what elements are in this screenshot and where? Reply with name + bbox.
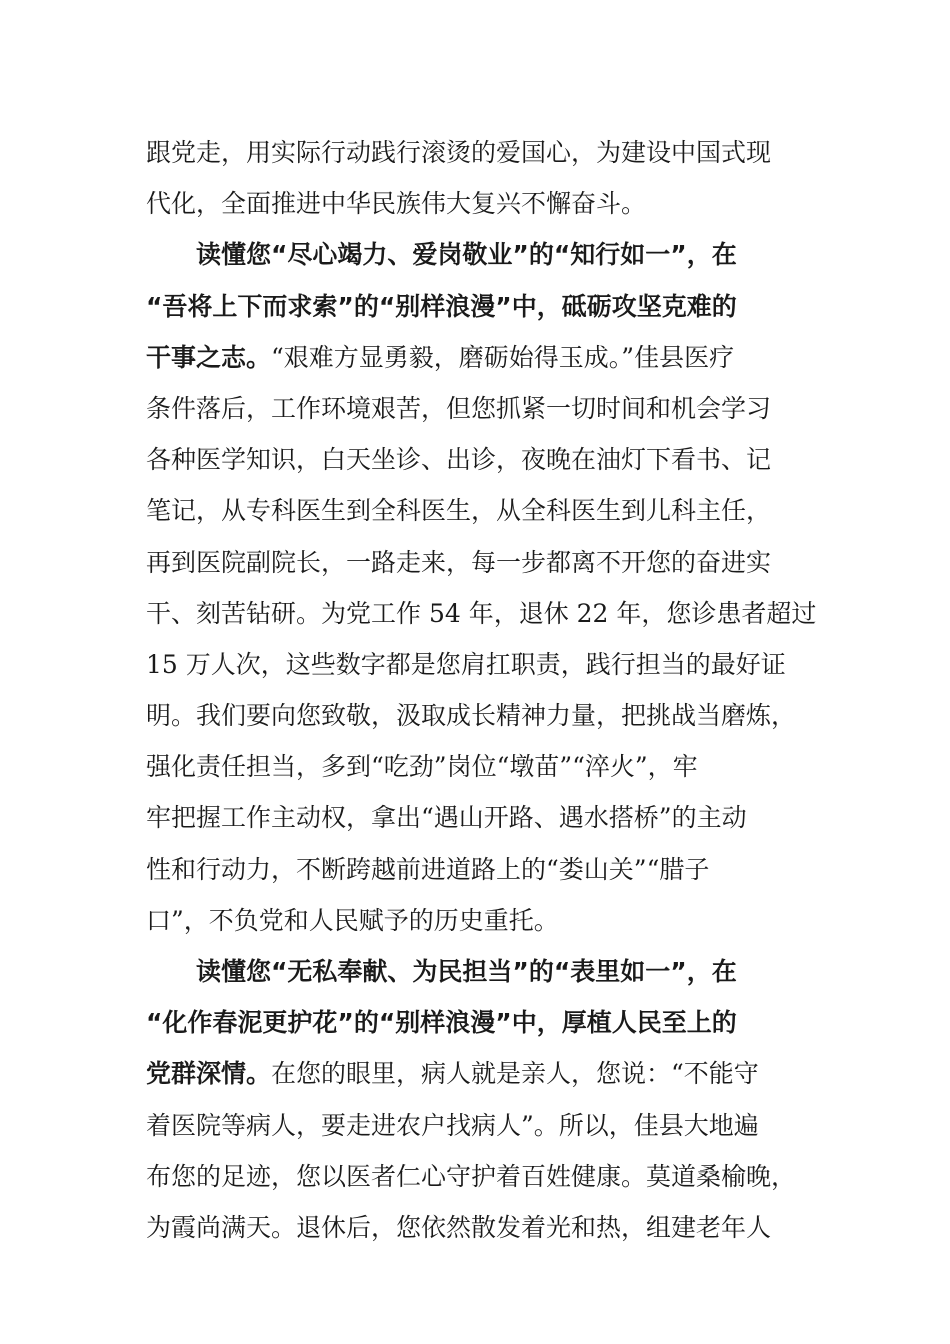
text-line (146, 1202, 806, 1253)
text-run: 跟党走，用实际行动践行滚烫的爱国心，为建设中国式现 (146, 138, 772, 167)
text-line (146, 946, 806, 997)
bold-text-run: “吾将上下而求索”的“别样浪漫”中，砥砺攻坚克难的 (146, 291, 737, 321)
text-line (146, 639, 806, 690)
bold-text-run: 读懂您“尽心竭力、爱岗敬业”的“知行如一”，在 (196, 240, 737, 270)
text-run: 强化责任担当，多到“吃劲”岗位“墩苗”“淬火”，牢 (146, 752, 698, 782)
text-line (146, 1100, 806, 1151)
text-run: “艰难方显勇毅，磨砺始得玉成。”佳县医疗 (271, 342, 735, 372)
text-line (146, 229, 806, 280)
text-run: 明。我们要向您致敬，汲取成长精神力量，把挑战当磨炼， (146, 701, 797, 731)
bold-text-run: 党群深情。 (146, 1059, 272, 1089)
text-run: 牢把握工作主动权，拿出“遇山开路、遇水搭桥”的主动 (146, 803, 747, 833)
text-run: 性和行动力，不断跨越前进道路上的“娄山关”“腊子 (146, 854, 710, 884)
text-run: 在您的眼里，病人就是亲人，您说：“不能守 (271, 1059, 759, 1089)
text-line (146, 383, 806, 434)
text-line (146, 792, 806, 843)
text-line (146, 178, 806, 229)
text-line (146, 1151, 806, 1202)
text-run: 条件落后，工作环境艰苦，但您抓紧一切时间和机会学习 (146, 393, 772, 423)
text-run: 笔记，从专科医生到全科医生，从全科医生到儿科主任， (146, 496, 772, 526)
text-line (146, 485, 806, 536)
text-run: 布您的足迹，您以医者仁心守护着百姓健康。莫道桑榆晚， (146, 1161, 797, 1191)
text-line (146, 741, 806, 792)
text-run: 为霞尚满天。退休后，您依然散发着光和热，组建老年人 (146, 1212, 772, 1242)
text-run: 代化，全面推进中华民族伟大复兴不懈奋斗。 (146, 189, 647, 219)
text-line (146, 588, 817, 639)
text-line (146, 281, 806, 332)
text-line (146, 690, 806, 741)
text-line (146, 844, 806, 895)
text-line (146, 997, 806, 1048)
bold-text-run: “化作春泥更护花”的“别样浪漫”中，厚植人民至上的 (146, 1008, 737, 1038)
text-line (146, 434, 806, 485)
text-line (146, 1048, 806, 1099)
text-line (146, 332, 806, 383)
text-run: 口”，不负党和人民赋予的历史重托。 (146, 905, 559, 935)
body-text (146, 127, 817, 1253)
text-run: 15 万人次，这些数字都是您肩扛职责，践行担当的最好证 (146, 649, 786, 679)
text-line (146, 895, 806, 946)
text-run: 各种医学知识，白天坐诊、出诊，夜晚在油灯下看书、记 (146, 445, 772, 475)
bold-text-run: 干事之志。 (146, 342, 272, 372)
text-run: 着医院等病人，要走进农户找病人”。所以，佳县大地遍 (146, 1110, 759, 1140)
text-line (146, 537, 806, 588)
text-line (146, 127, 806, 178)
text-run: 再到医院副院长，一路走来，每一步都离不开您的奋进实 (146, 547, 772, 577)
text-run: 干、刻苦钻研。为党工作 54 年，退休 22 年，您诊患者超过 (146, 598, 817, 628)
bold-text-run: 读懂您“无私奉献、为民担当”的“表里如一”，在 (196, 957, 737, 986)
